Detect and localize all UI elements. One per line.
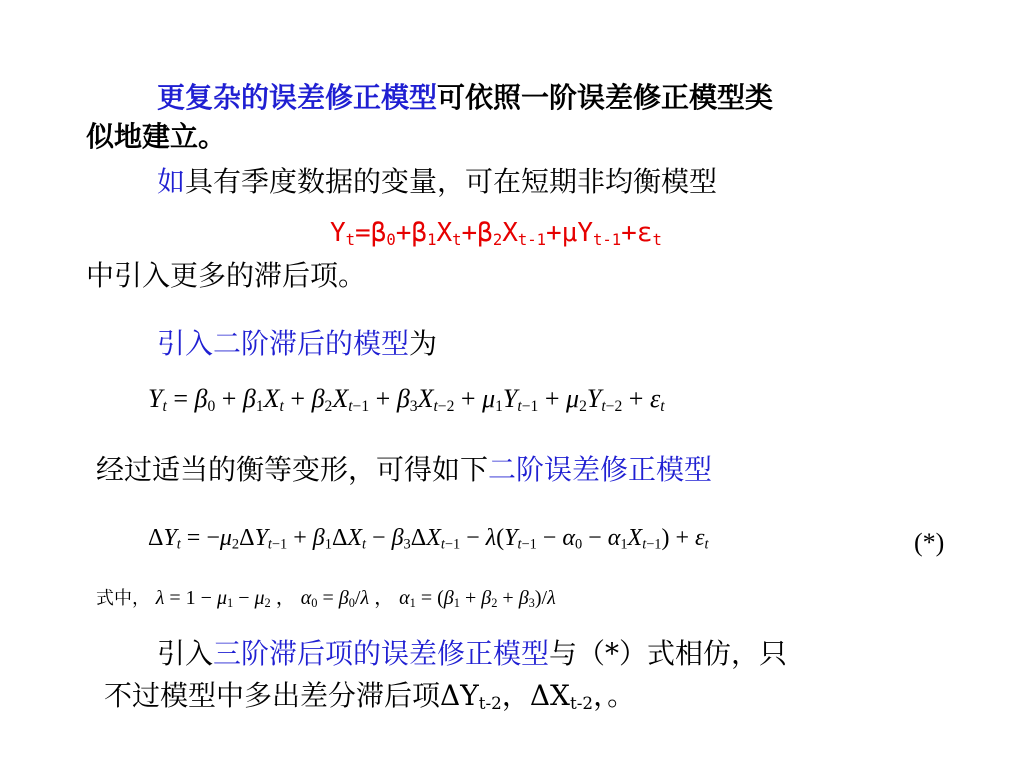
para6-highlight: 三阶滞后项的误差修正模型 <box>213 637 550 670</box>
where-line: 式中， $\lambda = 1 - \mu_1 - \mu_2$ ， $\alpha_0 = \beta_0/\lambda$ ， $\alpha_1 = (\beta_1 + \beta_2 + \beta_3)/\lambda$ <box>96 587 556 611</box>
para6-a: 引入 <box>157 637 214 670</box>
para1-line1 <box>157 81 774 114</box>
para1-rest: 可依照一阶误差修正模型类 <box>437 81 774 114</box>
para1-line2: 似地建立。 <box>86 120 227 153</box>
para1-highlight: 更复杂的误差修正模型 <box>157 81 438 114</box>
para5-rest: 经过适当的衡等变形，可得如下 <box>96 453 489 486</box>
para4-highlight: 引入二阶滞后的模型 <box>157 327 410 360</box>
para6-b: 与（*）式相仿，只 <box>549 637 788 670</box>
equation-tag: (*) <box>914 528 945 557</box>
equation-error-correction-model: $\Delta Y_t = -\mu_2\Delta Y_{t-1} + \beta_1\Delta X_t - \beta_3\Delta X_{t-1} - \lambda(Y_{t-1} - \alpha_0 - \alpha_1X_{t-1}) + \varepsilon_t$ <box>148 525 709 553</box>
para5-highlight: 二阶误差修正模型 <box>488 453 713 486</box>
where-label: 式中， <box>96 588 150 609</box>
para4-line <box>157 327 438 360</box>
para3-line: 中引入更多的滞后项。 <box>86 259 367 292</box>
para6-line1 <box>157 637 788 670</box>
para2-highlight: 如 <box>157 165 186 198</box>
equation-short-run-model: $Y_t=\beta_0+\beta_1X_t+\beta_2X_{t-1}+\mu Y_{t-1}+\varepsilon_t$ <box>330 218 662 249</box>
para2-line <box>157 165 718 198</box>
para4-rest: 为 <box>409 327 438 360</box>
para2-rest: 具有季度数据的变量，可在短期非均衡模型 <box>185 165 718 198</box>
equation-second-order-lag-model: $Y_t = \beta_0 + \beta_1X_t + \beta_2X_{t-1} + \beta_3X_{t-2} + \mu_1Y_{t-1} + \mu_2Y_{t-2} + \varepsilon_t$ <box>148 384 665 415</box>
para6-line2: 不过模型中多出差分滞后项$\Delta Y_{t-2}$，$\Delta X_{t-2}$，。 <box>104 679 636 714</box>
para5-line <box>96 453 713 486</box>
